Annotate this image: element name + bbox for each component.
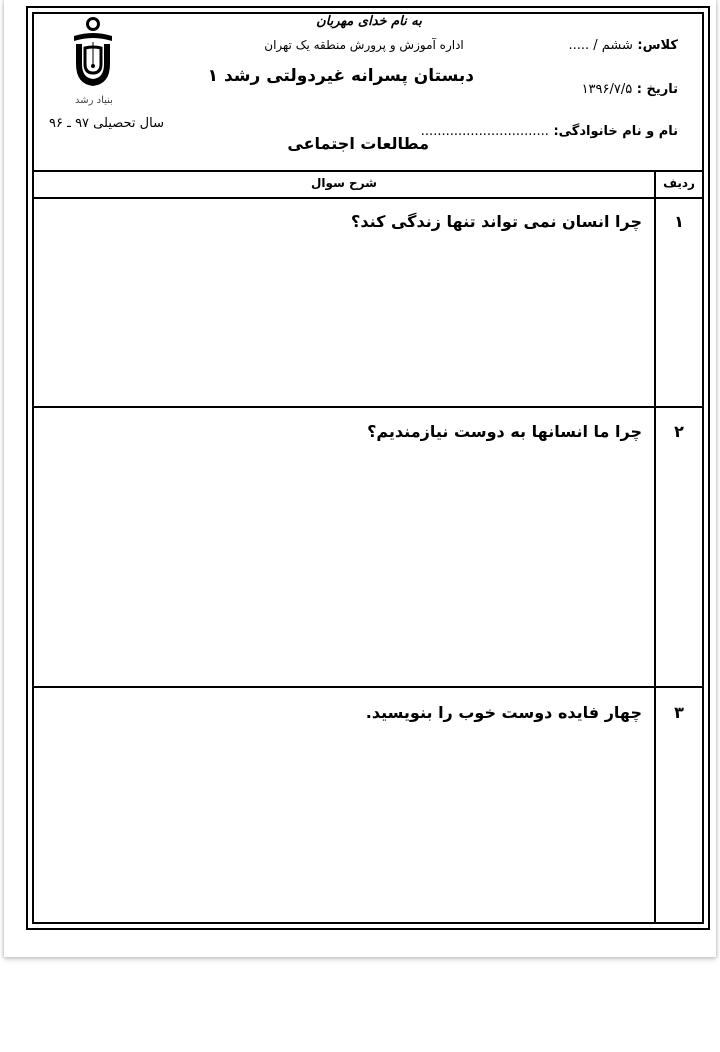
- academic-year: سال تحصیلی ۹۷ ـ ۹۶: [49, 116, 164, 131]
- row-divider: [34, 406, 702, 408]
- basmala-heading: به نام خدای مهربان: [316, 14, 422, 29]
- date-value: ۱۳۹۶/۷/۵: [581, 82, 633, 97]
- questions-table: [34, 170, 702, 924]
- column-divider: [654, 170, 656, 924]
- header-divider: [34, 197, 702, 199]
- school-name: دبستان پسرانه غیردولتی رشد ۱: [207, 66, 474, 86]
- table-top-line: [34, 170, 702, 172]
- date-field: [582, 82, 678, 97]
- question-text: چرا ما انسانها به دوست نیازمندیم؟: [367, 422, 642, 441]
- question-number: ۳: [674, 703, 684, 722]
- name-blank: ...............................: [420, 124, 549, 139]
- subject-title: مطالعات اجتماعی: [287, 134, 429, 153]
- logo-caption: بنیاد رشد: [75, 95, 113, 106]
- student-name-field: [421, 124, 678, 139]
- class-value: ششم / .....: [568, 38, 633, 53]
- column-header-description: شرح سوال: [311, 176, 377, 190]
- name-label: نام و نام خانوادگی:: [553, 124, 678, 139]
- question-number: ۲: [674, 422, 684, 441]
- class-label: کلاس:: [637, 38, 678, 53]
- school-logo-icon: [68, 16, 118, 100]
- class-field: [568, 38, 678, 53]
- question-text: چهار فایده دوست خوب را بنویسید.: [365, 703, 642, 722]
- date-label: تاریخ :: [636, 82, 678, 97]
- row-divider: [34, 686, 702, 688]
- education-office-text: اداره آموزش و پرورش منطقه یک تهران: [264, 38, 464, 52]
- question-number: ۱: [674, 212, 684, 231]
- exam-page: [4, 0, 716, 957]
- question-text: چرا انسان نمی تواند تنها زندگی کند؟: [351, 212, 642, 231]
- column-header-number: ردیف: [663, 176, 695, 190]
